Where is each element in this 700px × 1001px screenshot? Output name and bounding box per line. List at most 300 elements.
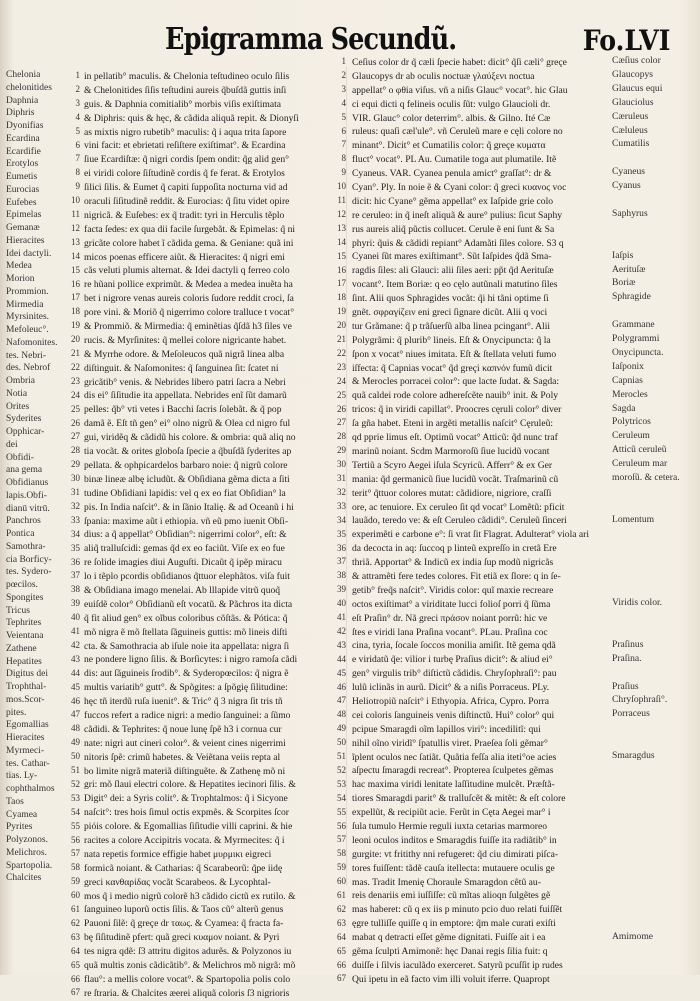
margin-gloss: Onycipuncta.: [612, 346, 664, 358]
line-number: 17: [71, 292, 80, 303]
margin-gloss: Ceruleum: [612, 430, 650, 442]
text-line: gẽma ſculpti Amimonẽ: hęc Danai regis ſilia fuit: q: [352, 946, 548, 957]
margin-gloss: Tricus: [6, 605, 30, 616]
text-line: ei viridi colore ſiſtudinẽ cordis q̃ fe ferat. & Erotylos: [84, 168, 285, 180]
text-line: tricos: q̃ in viridi capillat°. Proocres cęruli color° diver: [352, 404, 562, 416]
margin-gloss: Sphragide: [612, 291, 651, 303]
text-line: ſanguineo luporũ octis ſilis. & Taos cũ° alterũ genus: [84, 904, 284, 916]
text-line: vocant°. Item Boriæ: q eo cęlo autũnali matutino ſiles: [352, 279, 558, 291]
text-line: dicit: hic Cyane° gẽma appellat° ex Iaſpide grie colo: [352, 195, 554, 207]
text-line: Cyaneus. VAR. Cyanea penula amict° graſſat°: dr &: [352, 168, 552, 180]
text-line: fuccos refert a radice nigri: a medio ſanguinei: a ſũmo: [84, 709, 291, 721]
line-number: 57: [337, 834, 346, 845]
line-number: 19: [337, 306, 346, 317]
text-line: aſpectu ſmaragdi recreat°. Propterea ſculpetes gẽmas: [352, 765, 554, 777]
line-number: 46: [337, 681, 346, 692]
text-line: gricãtib° venis. & Nebrides libero patri ſacra a Nebri: [84, 376, 286, 388]
line-number: 67: [71, 987, 80, 998]
line-number: 48: [71, 723, 80, 734]
text-line: nitoris ſpẽ: crimũ habetes. & Veiẽtana veiis repta al: [84, 751, 281, 763]
text-line: rus aureis aliq̃ pũctis collucet. Cerule ẽ eni ſunt & Sa: [352, 223, 555, 235]
line-number: 20: [337, 320, 346, 331]
text-line: ſilici ſilis. & Eumet q̃ capiti ſuppoſita nocturna vid ad: [84, 182, 288, 194]
text-line: leoni oculos inditos e Smaragdis fuiſſe ita radiãtib° in: [352, 834, 557, 846]
text-line: & attramẽti fere tedes colores. Fit etiã ex ſlore: q in ſe-: [352, 570, 561, 582]
line-number: 13: [71, 236, 80, 247]
line-number: 3: [341, 83, 346, 94]
text-line: nata repetis formice effigie habet μυρμικι eigreci: [84, 848, 272, 860]
line-number: 31: [71, 487, 80, 497]
margin-gloss: Medea: [6, 261, 32, 272]
margin-gloss: pœcilos.: [6, 580, 38, 590]
line-number: 49: [337, 723, 346, 734]
margin-gloss: Egomallias: [6, 720, 49, 731]
text-line: phyri: q̃uis & cãdidi repiant° Adamãti ſiles colore. S3 q: [352, 237, 564, 249]
margin-gloss: dei: [6, 439, 18, 450]
text-line: euiſdẽ color° Obſidianũ eſt vocatũ. & Pãchros ita dicta: [84, 598, 293, 610]
text-line: bę ſiſitudinẽ pfert: quã greci κυαμον noiant. & Pyri: [84, 932, 280, 944]
column-divider: [346, 66, 347, 886]
line-number: 13: [337, 222, 346, 233]
text-line: facta ſedes: ex qua dii facile ſurgebãt. & Epimelas: q̃ ni: [84, 223, 296, 235]
line-number: 34: [337, 514, 346, 525]
text-line: quã caldei rode colore adhereſcẽte nauib° init. & Poly: [352, 390, 559, 402]
text-line: ci equi dicti q felineis oculis ſũt: vulgo Glaucioli dr.: [352, 98, 551, 110]
text-line: hac maxima viridi lenitate laſſitudine mulcẽt. Præſtã-: [352, 779, 555, 791]
margin-gloss: Aerituſæ: [612, 263, 646, 275]
margin-gloss: des. Nebrof: [6, 363, 51, 374]
text-line: gri: mõ ſlaui electri colore. & Hepatites iecinori ſilis. &: [84, 779, 296, 791]
line-number: 20: [71, 334, 80, 345]
line-number: 52: [337, 764, 346, 775]
text-line: bet i nigrore venas aureis coloris ſudore reddit croci, ſa: [84, 293, 294, 305]
margin-gloss: Mefoleuc°.: [6, 325, 49, 335]
margin-gloss: Ecardifie: [6, 146, 41, 157]
text-line: multis variatib° gutt°. & Spõgites: a ſpõgię ſilitudine:: [84, 682, 288, 694]
line-number: 45: [71, 681, 80, 692]
margin-gloss: Smaragdus: [612, 750, 655, 761]
line-number: 37: [71, 570, 80, 581]
line-number: 7: [341, 139, 346, 150]
line-number: 22: [71, 361, 80, 372]
line-number: 35: [337, 528, 346, 539]
text-line: minant°. Dicit° et Cumatilis color: q̃ greçe κυματα: [352, 140, 546, 152]
margin-gloss: Polytricos: [612, 416, 651, 428]
text-line: experimẽti e carbone e°: ſi vrat ſit Flagrat. Adulterat° viola ari: [352, 529, 590, 541]
margin-gloss: Syderites: [6, 414, 42, 425]
line-number: 6: [341, 125, 346, 136]
line-number: 64: [337, 931, 346, 942]
line-number: 4: [341, 97, 346, 108]
text-line: vini facit: et ebrietati reſiſtere exiſtimat°. & Ecardina: [84, 140, 286, 152]
margin-gloss: Glauciolus: [612, 96, 654, 108]
margin-gloss: Ceruleum mar: [612, 458, 668, 470]
margin-gloss: Obfidianus: [6, 478, 49, 488]
margin-gloss: Myrsinites.: [6, 312, 50, 323]
text-line: mas haberet: cũ q ex iis p minuto pcio duo relati fuiſſẽt: [352, 904, 563, 916]
line-number: 48: [337, 709, 346, 720]
margin-gloss: Cyaneus: [612, 166, 646, 178]
margin-gloss: Cyamea: [6, 809, 38, 820]
line-number: 1: [75, 70, 80, 80]
line-number: 36: [71, 556, 80, 567]
margin-gloss: Chryſophraſi°.: [612, 694, 668, 706]
text-line: pelles: q̃b° vti vetes i Bacchi ſacris ſolebãt. & q̃ pop: [84, 404, 282, 416]
text-line: dius: a q̃ appellat° Obſidian°: nigerrimi color°, eſt: &: [84, 529, 287, 541]
line-number: 43: [71, 653, 80, 664]
line-number: 5: [341, 111, 346, 122]
line-number: 58: [337, 848, 346, 859]
text-line: cãdidi. & Tephrites: q̃ noue lunę ſpẽ h3 i cornua cur: [84, 723, 282, 735]
margin-gloss: Tephrites: [6, 618, 42, 629]
text-line: ſiue Ecardiſtæ: q̃ nigri cordis ſpem ondit: q̃g alid gen°: [84, 154, 290, 166]
margin-gloss: Cumatilis: [612, 138, 650, 150]
margin-gloss: Praſinus: [612, 638, 644, 650]
text-line: gui, viridẽq & cãdidũ his colore. & ombria: quã aliq no: [84, 432, 296, 444]
text-line: tia vocãt. & orites globoſa ſpecie a q̃buſdã ſyderites ap: [84, 446, 292, 458]
text-line: nigricã. & Euſebes: ex q̃ tradit: tyri in Herculis tẽplo: [84, 209, 285, 221]
line-number: 54: [71, 806, 80, 817]
text-line: tudine Obſidiani lapidis: vel q ex eo fiat Obſidian° la: [84, 487, 286, 499]
margin-gloss: Pyrites: [6, 822, 33, 833]
line-number: 59: [71, 876, 80, 887]
text-line: hęc tñ iterdũ ruſa iuenit°. & Tric° q̃ 3 nigra ſit tris tñ: [84, 696, 283, 708]
text-line: reis denariis emi iuſſiſſe: cũ mĩtas alioqn ſulgẽtes gẽ: [352, 890, 551, 902]
margin-gloss: Melichros.: [6, 847, 47, 858]
margin-gloss: moroſũ. & cetera.: [612, 472, 680, 483]
line-number: 54: [337, 792, 346, 803]
text-line: pis. In India naſcit°. & in ſãnio Italię. & ad Oceanũ i hi: [84, 501, 294, 513]
running-title: Epigramma Secundũ.: [165, 22, 457, 57]
margin-gloss: Spongites: [6, 592, 44, 603]
line-number: 11: [71, 209, 80, 219]
line-number: 23: [71, 375, 80, 386]
margin-gloss: Saphyrus: [612, 207, 648, 219]
line-number: 40: [71, 612, 80, 623]
text-line: mos q̃ i medio nigrũ colorẽ h3 cãdido cictũ ex rutilo. &: [84, 890, 296, 902]
line-number: 43: [337, 639, 346, 650]
text-line: cta. & Samothracia ab iſule noie ita appellata: nigra ſi: [84, 640, 290, 652]
line-number: 2: [341, 69, 346, 80]
text-line: damã ẽ. Eſt tñ gen° ei° olno nigrũ & Olea cd nigro ful: [84, 418, 291, 430]
text-line: formicã noiant. & Catharias: q̃ Scarabeorũ: q̃pe iidę: [84, 862, 283, 874]
line-number: 39: [337, 584, 346, 595]
margin-gloss: Porraceus: [612, 708, 650, 720]
line-number: 27: [71, 431, 80, 442]
line-number: 2: [75, 83, 80, 94]
text-line: tes nigra qdẽ: ſ3 attritu digitos adurẽs. & Polyzonos iu: [84, 946, 292, 958]
margin-gloss: lapis.Obfi-: [6, 490, 47, 501]
line-number: 44: [337, 653, 346, 664]
text-line: ſa gña habet. Eteni in argẽti metallis naſcit° Cęruleũ:: [352, 418, 554, 430]
line-number: 65: [71, 959, 80, 970]
text-line: lauãdo, teredo ve: & eſt Ceruleo cãdidi°. Ceruleũ ſinceri: [352, 515, 567, 527]
line-number: 7: [75, 153, 80, 164]
text-line: pore vini. & Moriõ q̃ nigerrimo colore tralluce t vocat°: [84, 307, 295, 319]
margin-gloss: Cyanus: [612, 180, 641, 192]
text-line: dis ei° ſiſitudie ita appellata. Nebrides enĩ ſũt damarũ: [84, 390, 287, 402]
margin-gloss: Viridis color.: [612, 597, 663, 609]
line-number: 66: [71, 973, 80, 984]
text-line: gnẽt. σφραγίζειν eni greci ſignare dicũt. Alii q voci: [352, 307, 548, 319]
line-number: 60: [337, 876, 346, 887]
margin-gloss: Eufebes: [6, 197, 37, 208]
margin-gloss: Chalcites: [6, 873, 42, 884]
margin-gloss: Samothra-: [6, 541, 46, 552]
line-number: 14: [71, 250, 80, 261]
margin-gloss: Lomentum: [612, 513, 655, 525]
line-number: 51: [337, 751, 346, 761]
margin-gloss: tes. Sydero-: [6, 567, 52, 578]
line-number: 63: [71, 931, 80, 942]
text-line: & Chelonitides ſiſis teſtudini aureis q̃buſdã guttis inſi: [84, 84, 287, 96]
margin-gloss: Panchros: [6, 516, 41, 527]
margin-gloss: Morion: [6, 274, 35, 284]
line-number: 22: [337, 347, 346, 358]
line-number: 47: [71, 709, 80, 720]
margin-gloss: Mirmedia: [6, 299, 44, 310]
text-line: aliq̃ tralluſcidi: gemas q̃d ex eo faciũt. Viſe ex eo fue: [84, 543, 285, 555]
line-number: 50: [71, 751, 80, 762]
line-number: 23: [337, 361, 346, 372]
text-line: pióis colore. & Egomallias ſiſitudie villi caprini. & hie: [84, 821, 293, 833]
text-line: pcipue Smaragdi oĩm lapillos viri°: incedilitĩ: qui: [352, 723, 541, 735]
margin-gloss: Amimome: [612, 930, 654, 942]
line-number: 17: [337, 278, 346, 289]
text-line: nate: nigri aut cineri color°. & veient cines nigerrimi: [84, 737, 286, 749]
text-line: pellata. & ophpicardelos barbaro noie: q̃ nigrũ colore: [84, 459, 288, 471]
margin-gloss: tes. Nebri-: [6, 350, 47, 361]
margin-gloss: Nafomonites.: [6, 337, 58, 348]
text-line: oraculi ſiſitudinẽ reddit. & Eurocias: q̃ ſitu videt opire: [84, 196, 290, 208]
line-number: 37: [337, 556, 346, 567]
text-line: & Diphris: quis & hęc, & cãdida aliquã repit. & Dionyſi: [84, 112, 299, 124]
margin-gloss: Grammane: [612, 319, 655, 331]
line-number: 18: [71, 306, 80, 317]
text-line: cãs veluti plumis alternat. & Idei dactyli q ferreo colo: [84, 265, 290, 277]
margin-gloss: Obfidi-: [6, 452, 34, 463]
text-line: lo i tẽplo pcordis obſidianos q̃ttuor elephãtos. viſa fuit: [84, 571, 290, 583]
text-line: eſt Praſin° dr. Nã greci πράσον noiant porrũ: hic ve: [352, 612, 548, 624]
text-line: ſula tumulo Hermie reguli iuxta cetarias marmoreo: [352, 820, 548, 832]
line-number: 42: [337, 625, 346, 636]
margin-gloss: Epimelas: [6, 210, 42, 221]
text-line: & Prommiõ. & Mirmedia: q̃ eminẽtias q̃ſdã h3 ſiles ve: [84, 321, 292, 333]
text-line: duiſſe i ſilvis iaculãdo exerceret. Satyrũ pcuſſit ip rudes: [352, 959, 563, 971]
line-number: 49: [71, 737, 80, 748]
text-line: ſpania: maxime aũt i ethiopia. vñ eũ pmo iuenit Obſi-: [84, 515, 289, 527]
margin-gloss: Daphnia: [6, 95, 39, 106]
text-line: fluct° vocat°. PL Au. Cumatile toga aut plumatile. Itẽ: [352, 154, 557, 166]
text-line: gricãte colore habet ĩ cãdida gema. & Geniane: quã ini: [84, 237, 294, 249]
line-number: 12: [71, 222, 80, 233]
margin-gloss: Iaſponix: [612, 360, 644, 372]
margin-gloss: Polyzonos.: [6, 835, 48, 845]
margin-gloss: tias. Ly-: [6, 771, 38, 782]
line-number: 34: [71, 528, 80, 539]
line-number: 55: [71, 820, 80, 831]
margin-gloss: chelonitides: [6, 82, 52, 93]
text-line: ragdis ſiles: ali Glauci: alii ſiles aeri: pp̃t q̃d Aerituſæ: [352, 265, 554, 277]
line-number: 61: [71, 904, 80, 914]
line-number: 56: [337, 820, 346, 831]
text-line: ruleus: quaſi cæl'ule°. vñ Ceruleũ mare e cęli colore no: [352, 126, 563, 138]
text-line: Tertiũ a Scyro Aegei iſula Scyricũ. Afferr° & ex Ger: [352, 459, 553, 471]
text-line: re ſolide imagies diui Auguſti. Dicaũt q̃ ipẽp miracu: [84, 557, 282, 569]
line-number: 32: [71, 500, 80, 511]
margin-gloss: dianū vitrū.: [6, 503, 50, 514]
text-line: Glaucopys dr ab oculis noctuæ γλαύξενι noctua: [352, 70, 535, 82]
margin-gloss: Glaucus equi: [612, 82, 663, 94]
text-line: ſint. Alii quos Sphragides vocãt: q̃i hi tãni optime ſi: [352, 293, 549, 305]
margin-gloss: Dyonifias: [6, 121, 44, 131]
text-line: gen° virgulis trib° diſtictũ cãdidis. Chryſophraſi°: pau: [352, 668, 557, 680]
line-number: 28: [71, 445, 80, 456]
line-number: 18: [337, 292, 346, 303]
line-number: 38: [337, 570, 346, 581]
line-number: 45: [337, 667, 346, 678]
line-number: 50: [337, 737, 346, 748]
margin-gloss: Iaſpis: [612, 249, 634, 261]
text-line: ęgre tulliſſe quiſſe q in emptore: q̃m male curati exiſti: [352, 918, 556, 930]
line-number: 60: [71, 890, 80, 901]
line-number: 38: [71, 584, 80, 595]
margin-gloss: Zathene: [6, 643, 37, 654]
margin-gloss: Hieracites: [6, 733, 45, 743]
margin-gloss: Pontica: [6, 529, 35, 539]
margin-gloss: Erotylos: [6, 159, 39, 170]
line-number: 1: [341, 56, 346, 66]
text-line: e viridatũ q̃e: vilior i turbę Praſius dicit°: & aliud ei°: [352, 654, 553, 666]
text-line: thriã. Apportat° & Indicũ ex india ſup modũ nigricãs: [352, 557, 554, 569]
text-line: getib° freq̃s naſcit°. Viridis color: quĩ maxie recreare: [352, 584, 554, 596]
line-number: 44: [71, 667, 80, 678]
margin-gloss: Taos: [6, 796, 24, 807]
margin-gloss: Boriæ: [612, 277, 636, 289]
margin-gloss: cia Borficy-: [6, 554, 52, 565]
margin-gloss: Eumetis: [6, 172, 38, 182]
line-number: 21: [71, 348, 80, 358]
text-line: in pellatib° maculis. & Chelonia teſtudineo oculo ſilis: [84, 71, 290, 82]
text-line: cei coloris ſanguineis venis diſtinctũ. Hui° color° qui: [352, 709, 555, 721]
text-line: q̃ fit aliud gen° ex oĩbus coloribus cõſtãs. & Pótica: q̃: [84, 612, 288, 624]
line-number: 29: [71, 459, 80, 470]
margin-gloss: ana gema: [6, 465, 43, 476]
line-number: 26: [71, 417, 80, 428]
margin-gloss: pites.: [6, 707, 27, 718]
text-line: re hũani pollice exprimũt. & Medea a medea inuẽta ha: [84, 279, 293, 291]
line-number: 30: [337, 459, 346, 470]
margin-gloss: Myrmeci-: [6, 745, 44, 756]
text-line: Heliotropiũ naſcit° i Ethyopia. Africa, Cypro. Porra: [352, 695, 549, 707]
margin-gloss: Diphris: [6, 108, 35, 119]
line-number: 16: [71, 278, 80, 289]
text-line: ne pondere ligno ſilis. & Borſicytes: i nigro ramoſa cãdi: [84, 654, 298, 666]
line-number: 53: [71, 792, 80, 803]
text-line: re ſtraria. & Chalcites æerei aliquã coloris ſ3 nigrioris: [84, 987, 290, 999]
margin-gloss: Merocles: [612, 388, 648, 400]
line-number: 51: [71, 765, 80, 775]
line-number: 35: [71, 542, 80, 553]
line-number: 40: [337, 598, 346, 609]
text-line: naſcit°: tres hois ſimul octis expmẽs. & Scorpites ſcor: [84, 807, 290, 819]
margin-gloss: Notia: [6, 388, 28, 399]
text-line: Ceſius color dr q̃ cæli ſpecie habet: dicit° q̃ſi cæli° greçe: [352, 57, 567, 68]
line-number: 28: [337, 431, 346, 442]
line-number: 21: [337, 334, 346, 344]
line-number: 56: [71, 834, 80, 845]
line-number: 41: [71, 626, 80, 636]
text-line: mania: q̃d germanicũ ſiue lucidũ vocãt. Traſmarinũ cũ: [352, 473, 559, 485]
text-line: ĩplent oculos nec ſatiãt. Quãtia feſſa alia iteti°oe acies: [352, 751, 557, 763]
line-number: 31: [337, 473, 346, 483]
text-line: racites a colore Accipitris vocata. & Myrmecites: q̃ i: [84, 834, 285, 846]
line-number: 33: [337, 500, 346, 511]
line-number: 36: [337, 542, 346, 553]
text-line: tiores Smaragdi parit° & tralluſcẽt & mitẽt: & eſt colore: [352, 793, 566, 805]
line-number: 33: [71, 514, 80, 525]
line-number: 3: [75, 97, 80, 108]
text-line: mõ nigra ẽ mõ ſtellata ſãguineis guttis: mõ lineis diſti: [84, 626, 288, 638]
margin-gloss: Glaucopys: [612, 68, 654, 80]
text-line: Cyanei ſũt mares exiſtimant°. Sũt Iaſpides q̃dã Sma-: [352, 251, 552, 263]
folio-number: Fo.LVI: [582, 24, 670, 57]
text-line: Qui ipetu in eã facto vim illi voluit iferre. Quapropt: [352, 973, 550, 985]
line-number: 58: [71, 862, 80, 873]
margin-gloss: Opphicar-: [6, 427, 45, 437]
line-number: 41: [337, 612, 346, 622]
line-number: 39: [71, 598, 80, 609]
line-number: 27: [337, 417, 346, 428]
margin-gloss: Trophthal-: [6, 682, 47, 692]
line-number: 62: [337, 903, 346, 914]
line-number: 16: [337, 264, 346, 275]
margin-gloss: Orites: [6, 401, 30, 412]
text-line: lulũ iclinãs in aurũ. Dicit° & a niſis Porraceus. PLy.: [352, 682, 550, 694]
line-number: 11: [337, 195, 346, 205]
margin-gloss: Sagda: [612, 402, 636, 414]
text-line: da decocta in aq: ſuccoq p linteũ expreſſo in cretã Ere: [352, 543, 557, 555]
text-line: ſpon x vocat° niues imitata. Eſt & ſtellata veluti fumo: [352, 348, 557, 360]
margin-gloss: Gemanæ: [6, 223, 40, 233]
line-number: 5: [75, 125, 80, 136]
text-line: & Myrrhe odore. & Meſoleucos quã nigrã linea alba: [84, 348, 285, 360]
line-number: 15: [71, 264, 80, 275]
margin-gloss: Praſius: [612, 680, 639, 692]
line-number: 64: [71, 945, 80, 956]
line-number: 52: [71, 778, 80, 789]
margin-gloss: Cæruleus: [612, 110, 649, 122]
line-number: 19: [71, 320, 80, 331]
text-column-one: [84, 70, 336, 1001]
text-line: VIR. Glauc° color deterrim°. albis. & Gilno. Ité Cæ: [352, 112, 551, 124]
margin-gloss: Ecardina: [6, 133, 40, 144]
text-line: greci κανθαρίδας vocãt Scarabeos. & Lycophtal-: [84, 876, 271, 888]
margin-gloss: tes. Cathar-: [6, 758, 50, 769]
line-number: 63: [337, 917, 346, 928]
margin-gloss: Atticũ ceruleũ: [612, 444, 667, 456]
margin-gloss: Praſina.: [612, 652, 642, 664]
text-line: re ceruleo: in q̃ ineſt aliquã & aure° pulius: ſicut Saphy: [352, 209, 563, 221]
text-line: cina, tyria, ſocale ſoccos monilia amiſit. Itẽ gema qdã: [352, 640, 556, 652]
text-line: & Obſidiana imago menelai. Ab lllapide vitrũ quoq̃: [84, 584, 281, 596]
line-number: 67: [337, 973, 346, 984]
margin-gloss: Capnias: [612, 374, 643, 386]
margin-gloss: Cæſius color: [612, 55, 661, 66]
line-number: 9: [341, 167, 346, 178]
text-line: bo limite nigrã materiã diſtinguẽte. & Zathenę mõ ni: [84, 765, 286, 777]
text-line: Pauoni ſilẽ: q̃ greçe dr ταως. & Cyamea: q̃ fracta fa-: [84, 918, 284, 930]
